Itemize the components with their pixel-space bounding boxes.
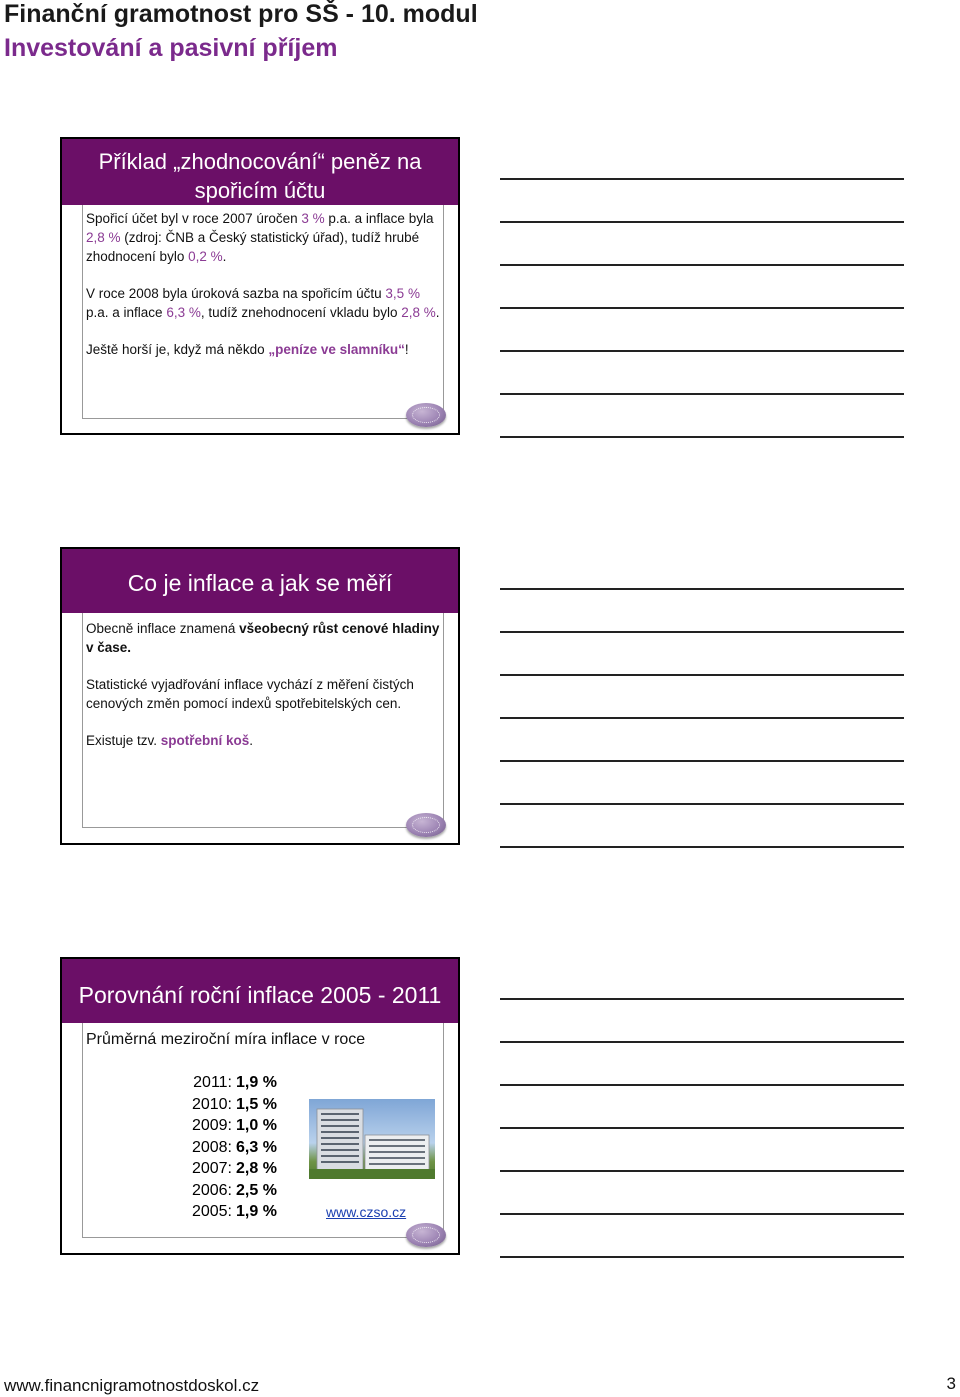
note-lines-1 <box>500 178 904 479</box>
list-item: 2010: 1,5 % <box>191 1095 277 1113</box>
czso-building-image <box>309 1099 435 1179</box>
document-subtitle: Investování a pasivní příjem <box>4 34 338 62</box>
slide-body <box>86 209 442 376</box>
slide-1 <box>60 137 460 435</box>
inflation-year-list <box>186 1072 277 1223</box>
list-item: 2011: 1,9 % <box>193 1074 277 1091</box>
coin-logo-icon <box>406 813 446 837</box>
footer-url: www.financnigramotnostdoskol.cz <box>4 1376 260 1395</box>
note-lines-2 <box>500 588 904 889</box>
paragraph: Obecně inflace znamená všeobecný růst cenové hladiny v čase. <box>86 621 440 655</box>
slide-title <box>62 147 458 205</box>
slide-title-band <box>62 139 458 205</box>
list-item: 2005: 1,9 % <box>191 1203 277 1220</box>
paragraph: V roce 2008 byla úroková sazba na spořicím účtu 3,5 % p.a. a inflace 6,3 %, tudíž znehodnocení vkladu bylo 2,8 %. <box>86 286 440 320</box>
page-number: 3 <box>946 1374 956 1393</box>
list-item: 2006: 2,5 % <box>191 1181 277 1199</box>
document-title: Finanční gramotnost pro SŠ - 10. modul <box>4 0 478 28</box>
paragraph: Statistické vyjadřování inflace vychází z měření čistých cenových změn pomocí indexů spotřebitelských cen. <box>86 677 414 711</box>
list-item: 2009: 1,0 % <box>191 1117 277 1134</box>
paragraph: Ještě horší je, když má někdo „peníze ve slamníku“! <box>86 342 409 357</box>
paragraph: Spořicí účet byl v roce 2007 úročen 3 % p.a. a inflace byla 2,8 % (zdroj: ČNB a Český statistický úřad), tudíž hrubé zhodnocení bylo 0,2 %. <box>86 211 434 264</box>
coin-logo-icon <box>406 403 446 427</box>
slide-2 <box>60 547 460 845</box>
coin-logo-icon <box>406 1223 446 1247</box>
list-item: 2007: 2,8 % <box>191 1160 277 1177</box>
slide-title-band <box>62 959 458 1023</box>
slide-title: Porovnání roční inflace 2005 - 2011 <box>78 982 442 1008</box>
slide-title-line: Příklad „zhodnocování“ peněz na <box>98 149 422 174</box>
note-lines-3 <box>500 998 904 1299</box>
slide-title-band <box>62 549 458 613</box>
list-item: 2008: 6,3 % <box>191 1138 277 1156</box>
slide-title-line: spořicím účtu <box>194 178 326 203</box>
slide-3 <box>60 957 460 1255</box>
slide-title: Co je inflace a jak se měří <box>127 570 393 596</box>
czso-link[interactable]: www.czso.cz <box>326 1204 407 1220</box>
slide-body <box>86 619 442 767</box>
paragraph: Existuje tzv. spotřební koš. <box>86 733 254 748</box>
slide-subtitle: Průměrná meziroční míra inflace v roce <box>86 1031 366 1048</box>
